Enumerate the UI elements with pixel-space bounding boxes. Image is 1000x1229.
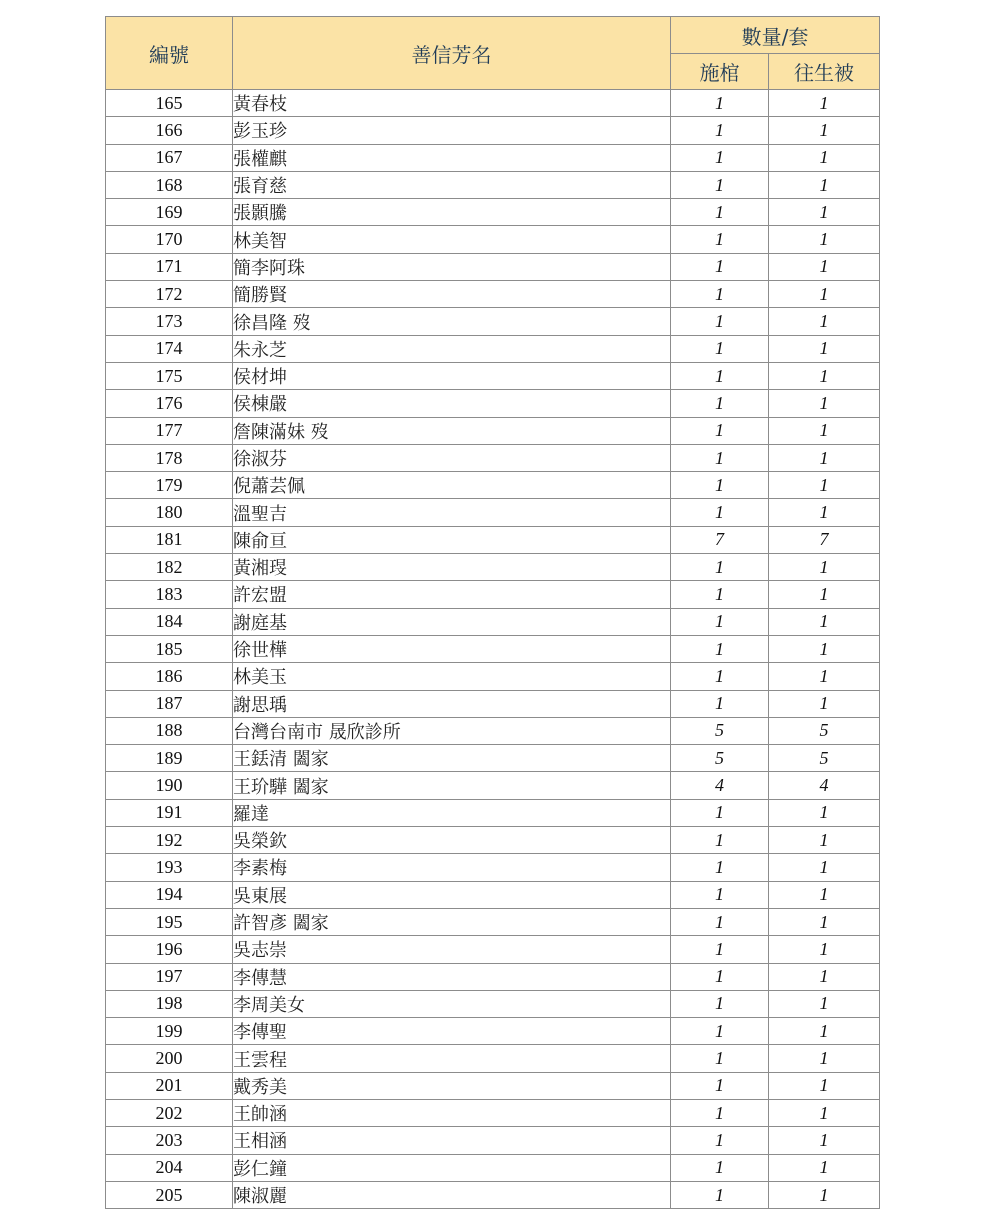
donor-name: 徐淑芬 [233, 444, 671, 471]
donor-name: 簡李阿珠 [233, 253, 671, 280]
row-number: 192 [106, 827, 233, 854]
row-number: 191 [106, 799, 233, 826]
coffin-qty: 1 [671, 581, 769, 608]
coffin-qty: 1 [671, 554, 769, 581]
coffin-qty: 1 [671, 308, 769, 335]
row-number: 172 [106, 281, 233, 308]
quilt-qty: 1 [769, 499, 880, 526]
coffin-qty: 1 [671, 417, 769, 444]
row-number: 165 [106, 90, 233, 117]
coffin-qty: 1 [671, 690, 769, 717]
table-row [106, 199, 880, 226]
donor-name: 溫聖吉 [233, 499, 671, 526]
coffin-qty: 1 [671, 1127, 769, 1154]
row-number: 181 [106, 526, 233, 553]
table-row [106, 908, 880, 935]
donor-name: 王玠驊 闔家 [233, 772, 671, 799]
header-coffin: 施棺 [671, 54, 769, 90]
coffin-qty: 5 [671, 745, 769, 772]
quilt-qty: 1 [769, 963, 880, 990]
coffin-qty: 1 [671, 1154, 769, 1181]
coffin-qty: 1 [671, 472, 769, 499]
donor-name: 王帥涵 [233, 1099, 671, 1126]
table-body [106, 90, 880, 1209]
coffin-qty: 1 [671, 1072, 769, 1099]
coffin-qty: 1 [671, 608, 769, 635]
row-number: 201 [106, 1072, 233, 1099]
coffin-qty: 1 [671, 444, 769, 471]
coffin-qty: 1 [671, 335, 769, 362]
row-number: 174 [106, 335, 233, 362]
table-row [106, 745, 880, 772]
quilt-qty: 1 [769, 690, 880, 717]
coffin-qty: 1 [671, 827, 769, 854]
table-row [106, 1127, 880, 1154]
coffin-qty: 1 [671, 936, 769, 963]
quilt-qty: 1 [769, 362, 880, 389]
row-number: 202 [106, 1099, 233, 1126]
donor-name: 李傳聖 [233, 1018, 671, 1045]
header-donor-name: 善信芳名 [233, 17, 671, 90]
table-row [106, 690, 880, 717]
table-row [106, 117, 880, 144]
table-row [106, 717, 880, 744]
coffin-qty: 1 [671, 990, 769, 1017]
coffin-qty: 1 [671, 362, 769, 389]
coffin-qty: 1 [671, 963, 769, 990]
donor-name: 黃湘琝 [233, 554, 671, 581]
quilt-qty: 1 [769, 908, 880, 935]
donor-name: 張育慈 [233, 171, 671, 198]
row-number: 184 [106, 608, 233, 635]
donor-name: 林美玉 [233, 663, 671, 690]
row-number: 186 [106, 663, 233, 690]
donor-name: 謝思瑀 [233, 690, 671, 717]
coffin-qty: 1 [671, 663, 769, 690]
quilt-qty: 1 [769, 171, 880, 198]
quilt-qty: 1 [769, 417, 880, 444]
table-row [106, 1045, 880, 1072]
quilt-qty: 1 [769, 199, 880, 226]
quilt-qty: 1 [769, 1099, 880, 1126]
donor-name: 徐世樺 [233, 635, 671, 662]
header-quantity-group: 數量/套 [671, 17, 880, 54]
table-row [106, 253, 880, 280]
table-row [106, 444, 880, 471]
quilt-qty: 1 [769, 608, 880, 635]
row-number: 173 [106, 308, 233, 335]
row-number: 185 [106, 635, 233, 662]
table-row [106, 936, 880, 963]
table-row [106, 608, 880, 635]
row-number: 205 [106, 1181, 233, 1208]
quilt-qty: 1 [769, 554, 880, 581]
table-row [106, 827, 880, 854]
row-number: 178 [106, 444, 233, 471]
donor-name: 王相涵 [233, 1127, 671, 1154]
donor-name: 陳淑麗 [233, 1181, 671, 1208]
table-row [106, 990, 880, 1017]
row-number: 194 [106, 881, 233, 908]
header-quilt: 往生被 [769, 54, 880, 90]
row-number: 190 [106, 772, 233, 799]
table-row [106, 1018, 880, 1045]
row-number: 166 [106, 117, 233, 144]
table-row [106, 799, 880, 826]
quilt-qty: 1 [769, 1045, 880, 1072]
row-number: 180 [106, 499, 233, 526]
donor-name: 李周美女 [233, 990, 671, 1017]
quilt-qty: 5 [769, 717, 880, 744]
donor-name: 朱永芝 [233, 335, 671, 362]
quilt-qty: 1 [769, 827, 880, 854]
quilt-qty: 1 [769, 253, 880, 280]
donor-name: 侯棟嚴 [233, 390, 671, 417]
quilt-qty: 1 [769, 1072, 880, 1099]
coffin-qty: 1 [671, 117, 769, 144]
quilt-qty: 1 [769, 1018, 880, 1045]
row-number: 198 [106, 990, 233, 1017]
row-number: 204 [106, 1154, 233, 1181]
row-number: 187 [106, 690, 233, 717]
quilt-qty: 1 [769, 444, 880, 471]
row-number: 179 [106, 472, 233, 499]
table-row [106, 635, 880, 662]
table-row [106, 963, 880, 990]
quilt-qty: 1 [769, 117, 880, 144]
coffin-qty: 1 [671, 908, 769, 935]
table-row [106, 144, 880, 171]
table-row [106, 390, 880, 417]
donor-name: 戴秀美 [233, 1072, 671, 1099]
table-row [106, 499, 880, 526]
donor-name: 林美智 [233, 226, 671, 253]
coffin-qty: 4 [671, 772, 769, 799]
quilt-qty: 1 [769, 799, 880, 826]
row-number: 197 [106, 963, 233, 990]
table-row [106, 772, 880, 799]
donor-name: 羅達 [233, 799, 671, 826]
donor-name: 李傳慧 [233, 963, 671, 990]
coffin-qty: 1 [671, 1099, 769, 1126]
table-row [106, 226, 880, 253]
row-number: 189 [106, 745, 233, 772]
table-row [106, 663, 880, 690]
coffin-qty: 1 [671, 281, 769, 308]
row-number: 196 [106, 936, 233, 963]
table-row [106, 417, 880, 444]
row-number: 183 [106, 581, 233, 608]
donor-name: 王雲程 [233, 1045, 671, 1072]
coffin-qty: 5 [671, 717, 769, 744]
table-row [106, 1099, 880, 1126]
coffin-qty: 1 [671, 854, 769, 881]
donor-name: 簡勝賢 [233, 281, 671, 308]
row-number: 171 [106, 253, 233, 280]
quilt-qty: 7 [769, 526, 880, 553]
donor-name: 陳俞亘 [233, 526, 671, 553]
quilt-qty: 1 [769, 881, 880, 908]
donor-name: 徐昌隆 歿 [233, 308, 671, 335]
row-number: 169 [106, 199, 233, 226]
row-number: 199 [106, 1018, 233, 1045]
row-number: 182 [106, 554, 233, 581]
donor-name: 許智彥 闔家 [233, 908, 671, 935]
header-number: 編號 [106, 17, 233, 90]
coffin-qty: 1 [671, 390, 769, 417]
quilt-qty: 1 [769, 1181, 880, 1208]
donor-name: 吳東展 [233, 881, 671, 908]
table-row [106, 1154, 880, 1181]
table-row [106, 881, 880, 908]
table-row [106, 472, 880, 499]
donor-name: 張顥騰 [233, 199, 671, 226]
quilt-qty: 1 [769, 335, 880, 362]
quilt-qty: 5 [769, 745, 880, 772]
table-row [106, 335, 880, 362]
row-number: 168 [106, 171, 233, 198]
coffin-qty: 1 [671, 144, 769, 171]
donor-name: 王銩清 闔家 [233, 745, 671, 772]
table-row [106, 171, 880, 198]
quilt-qty: 1 [769, 663, 880, 690]
donor-name: 吳榮欽 [233, 827, 671, 854]
coffin-qty: 1 [671, 1045, 769, 1072]
donor-name: 許宏盟 [233, 581, 671, 608]
table-row [106, 854, 880, 881]
donor-name: 謝庭基 [233, 608, 671, 635]
table-row [106, 90, 880, 117]
coffin-qty: 1 [671, 253, 769, 280]
row-number: 193 [106, 854, 233, 881]
row-number: 170 [106, 226, 233, 253]
quilt-qty: 1 [769, 144, 880, 171]
quilt-qty: 1 [769, 281, 880, 308]
row-number: 177 [106, 417, 233, 444]
quilt-qty: 1 [769, 308, 880, 335]
table-row [106, 581, 880, 608]
coffin-qty: 1 [671, 499, 769, 526]
row-number: 188 [106, 717, 233, 744]
coffin-qty: 1 [671, 226, 769, 253]
donor-name: 彭玉珍 [233, 117, 671, 144]
quilt-qty: 4 [769, 772, 880, 799]
quilt-qty: 1 [769, 472, 880, 499]
table-row [106, 554, 880, 581]
coffin-qty: 1 [671, 199, 769, 226]
donor-name: 詹陳滿妹 歿 [233, 417, 671, 444]
row-number: 167 [106, 144, 233, 171]
coffin-qty: 1 [671, 799, 769, 826]
coffin-qty: 1 [671, 635, 769, 662]
quilt-qty: 1 [769, 581, 880, 608]
row-number: 176 [106, 390, 233, 417]
row-number: 203 [106, 1127, 233, 1154]
quilt-qty: 1 [769, 635, 880, 662]
row-number: 200 [106, 1045, 233, 1072]
table-row [106, 1072, 880, 1099]
coffin-qty: 1 [671, 171, 769, 198]
quilt-qty: 1 [769, 90, 880, 117]
donor-name: 吳志崇 [233, 936, 671, 963]
table-row [106, 362, 880, 389]
quilt-qty: 1 [769, 1127, 880, 1154]
coffin-qty: 7 [671, 526, 769, 553]
quilt-qty: 1 [769, 1154, 880, 1181]
row-number: 175 [106, 362, 233, 389]
donor-name: 侯材坤 [233, 362, 671, 389]
donor-name: 黃春枝 [233, 90, 671, 117]
donor-name: 彭仁鐘 [233, 1154, 671, 1181]
quilt-qty: 1 [769, 990, 880, 1017]
coffin-qty: 1 [671, 1018, 769, 1045]
coffin-qty: 1 [671, 881, 769, 908]
coffin-qty: 1 [671, 90, 769, 117]
quilt-qty: 1 [769, 390, 880, 417]
table-header [106, 17, 880, 90]
donor-name: 倪蕭芸佩 [233, 472, 671, 499]
row-number: 195 [106, 908, 233, 935]
quilt-qty: 1 [769, 854, 880, 881]
quilt-qty: 1 [769, 226, 880, 253]
table-row [106, 281, 880, 308]
table-row [106, 1181, 880, 1208]
table-row [106, 526, 880, 553]
coffin-qty: 1 [671, 1181, 769, 1208]
donor-name: 張權麒 [233, 144, 671, 171]
donor-table [105, 16, 880, 1209]
table-row [106, 308, 880, 335]
donor-name: 李素梅 [233, 854, 671, 881]
donor-name: 台灣台南市 晟欣診所 [233, 717, 671, 744]
quilt-qty: 1 [769, 936, 880, 963]
